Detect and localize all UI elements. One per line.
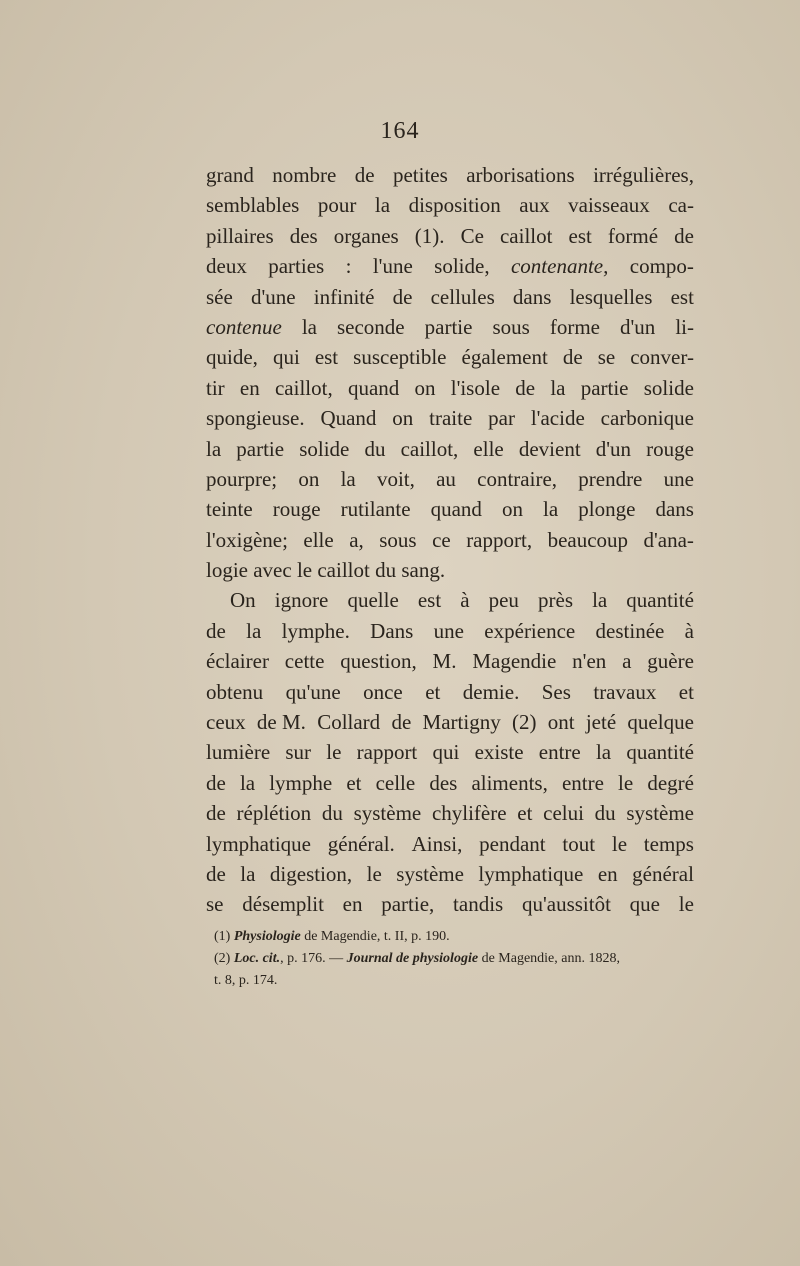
word: se [206, 892, 224, 917]
word: à [460, 588, 470, 613]
word: quelque [627, 710, 694, 735]
text-line [206, 677, 694, 707]
word: que [629, 892, 660, 917]
word: partie [580, 375, 629, 400]
word: partie [424, 314, 473, 339]
word: li- [675, 314, 694, 339]
word: aux [519, 193, 550, 218]
word: général [632, 861, 694, 886]
text-line [206, 525, 694, 555]
word: caillot, [274, 375, 333, 400]
text-line [206, 434, 694, 464]
word: tout [562, 831, 596, 856]
text-line [206, 889, 694, 919]
word: et [346, 770, 362, 795]
word: au [436, 466, 456, 491]
word: désemplit [242, 892, 324, 917]
word: dans [655, 497, 694, 522]
word: d'ana- [643, 527, 694, 552]
word: le [618, 770, 634, 795]
word: partie [236, 436, 285, 461]
word: Martigny [422, 710, 501, 735]
footnote-2-loc: Loc. cit. [233, 951, 281, 966]
word: jeté [585, 710, 617, 735]
word: lymphe [269, 770, 333, 795]
word: en [239, 375, 260, 400]
text-line [206, 859, 694, 889]
text-line [206, 373, 694, 403]
word: pendant [479, 831, 546, 856]
word: quide, [206, 345, 258, 370]
word: once [363, 679, 403, 704]
word: qu'aussitôt [521, 892, 611, 917]
text-line [206, 342, 694, 372]
word: formé [607, 223, 659, 248]
word: Quand [320, 406, 377, 431]
word: des [429, 770, 458, 795]
word: et [425, 679, 441, 704]
word: se [597, 345, 616, 370]
word: quand [430, 497, 482, 522]
word: n'en [572, 649, 607, 674]
word: lumière [206, 740, 271, 765]
word: du [364, 436, 386, 461]
word: l'isole [450, 375, 501, 400]
word: système [626, 801, 694, 826]
word: la [550, 375, 566, 400]
word: disposition [408, 193, 501, 218]
word: de [562, 345, 583, 370]
word: la [239, 770, 256, 795]
word: elle [303, 527, 334, 552]
word: rouge [646, 436, 694, 461]
word: près [538, 588, 573, 613]
word: sous [379, 527, 417, 552]
text-line [206, 585, 694, 615]
word: existe [474, 740, 524, 765]
word: logie avec le caillot du sang. [206, 558, 446, 583]
word: d'une [251, 284, 296, 309]
word: ont [547, 710, 575, 735]
word: tir [206, 375, 225, 400]
word: quand [347, 375, 400, 400]
word: nombre [272, 163, 337, 187]
text-line [206, 282, 694, 312]
word: est [417, 588, 442, 613]
word: elle [473, 436, 504, 461]
word: tandis [453, 892, 504, 917]
text-line [206, 555, 694, 585]
word: la [246, 618, 262, 643]
word: vaisseaux [568, 193, 650, 218]
word: lymphatique [206, 831, 311, 856]
word: Ce [460, 223, 484, 248]
word: est [314, 345, 339, 370]
word: carbonique [600, 406, 694, 431]
word: demie. [462, 679, 520, 704]
word: parties [268, 254, 325, 279]
word: spongieuse. [206, 406, 305, 431]
word: système [396, 861, 464, 886]
word: infinité [313, 284, 375, 309]
word: l'une [372, 254, 413, 279]
word: expérience [484, 618, 576, 643]
word: a, [349, 527, 364, 552]
word: le [366, 861, 382, 886]
word: chylifère [431, 801, 507, 826]
word: sous [492, 314, 530, 339]
word: destinée [595, 618, 665, 643]
word: compo- [629, 254, 694, 279]
footnote-2-marker: (2) [214, 951, 231, 966]
word: on [392, 406, 414, 431]
word: une [663, 466, 694, 491]
footnote-2-mid: , p. 176. — [280, 951, 347, 966]
word: quantité [626, 588, 694, 613]
word: devient [518, 436, 581, 461]
word: on [501, 497, 523, 522]
word: Ses [541, 679, 571, 704]
word: rouge [272, 497, 321, 522]
text-line [206, 737, 694, 767]
word: de [206, 770, 226, 795]
word: prendre [578, 466, 643, 491]
word: est [568, 223, 592, 248]
text-line [206, 829, 694, 859]
word: de [515, 375, 536, 400]
word: le [611, 831, 628, 856]
text-line [206, 403, 694, 433]
word: petites [392, 163, 448, 187]
word: traite [429, 406, 473, 431]
footnote-1-marker: (1) [214, 929, 231, 944]
word: a [622, 649, 632, 674]
word: digestion, [269, 861, 353, 886]
word: entre [561, 770, 604, 795]
text-line [206, 646, 694, 676]
word: solide [299, 436, 350, 461]
main-text [206, 160, 694, 920]
word: lymphe. [281, 618, 350, 643]
text-line [206, 221, 694, 251]
word: organes [333, 223, 399, 248]
word: qu'une [285, 679, 341, 704]
word: d'un [620, 314, 656, 339]
footnote-2-journal: Journal de physiologie [346, 951, 479, 966]
word: degré [647, 770, 694, 795]
footnote-2-ref: de Magendie, ann. 1828, [478, 951, 620, 966]
word: la [592, 588, 608, 613]
word: et [678, 679, 694, 704]
word: caillot, [400, 436, 459, 461]
word: l'acide [530, 406, 585, 431]
word: On [230, 588, 256, 613]
text-line [206, 464, 694, 494]
word: lymphatique [478, 861, 584, 886]
footnote-1-ref: de Magendie, t. II, p. 190. [300, 929, 450, 944]
word: travaux [593, 679, 657, 704]
word: rapport, [466, 527, 533, 552]
word: : [345, 254, 352, 279]
word: le [678, 892, 694, 917]
text-line [206, 251, 694, 281]
word: (1). [414, 223, 445, 248]
word: qui [272, 345, 300, 370]
word: de [206, 861, 226, 886]
word: pillaires [206, 223, 274, 248]
word: Ainsi, [411, 831, 463, 856]
word: semblables [206, 193, 300, 218]
word: quelle [347, 588, 399, 613]
word: Collard [317, 710, 381, 735]
word: seconde [336, 314, 405, 339]
word: obtenu [206, 679, 264, 704]
word: partie, [381, 892, 435, 917]
word: à [684, 618, 694, 643]
word: teinte [206, 497, 253, 522]
word: rapport [356, 740, 418, 765]
word: la [595, 740, 612, 765]
word: la [340, 466, 356, 491]
word: de [392, 284, 413, 309]
word: de [206, 801, 226, 826]
word: (2) [511, 710, 537, 735]
text-line [206, 768, 694, 798]
word: contenante, [510, 254, 609, 279]
word: on [298, 466, 320, 491]
word: solide [643, 375, 694, 400]
word: voit, [376, 466, 415, 491]
text-line [206, 494, 694, 524]
word: pour [317, 193, 357, 218]
word: de [674, 223, 694, 248]
word: le [326, 740, 342, 765]
word: de [391, 710, 412, 735]
word: quantité [626, 740, 694, 765]
text-line [206, 312, 694, 342]
word: qui [432, 740, 460, 765]
word: rutilante [340, 497, 411, 522]
word: d'un [595, 436, 632, 461]
word: la [206, 436, 222, 461]
word: réplétion [236, 801, 312, 826]
page-number: 164 [380, 118, 420, 144]
word: système [353, 801, 422, 826]
footnotes [214, 926, 694, 992]
word: l'oxigène; [206, 527, 288, 552]
word: de [354, 163, 375, 187]
word: Dans [370, 618, 414, 643]
word: celle [375, 770, 416, 795]
word: guère [647, 649, 694, 674]
text-line [206, 160, 694, 190]
word: celui [543, 801, 584, 826]
word: général. [327, 831, 395, 856]
word: ceux [206, 710, 246, 735]
text-line [206, 707, 694, 737]
word: cellules [430, 284, 495, 309]
word: forme [549, 314, 600, 339]
footnote-2-continued: t. 8, p. 174. [214, 973, 278, 988]
word: éclairer [206, 649, 269, 674]
word: une [433, 618, 464, 643]
word: peu [488, 588, 519, 613]
text-line [206, 616, 694, 646]
word: la [543, 497, 559, 522]
word: cette [284, 649, 325, 674]
footnote-1-title: Physiologie [233, 929, 301, 944]
word: solide, [434, 254, 490, 279]
word: irrégulières, [593, 163, 694, 187]
word: sur [285, 740, 312, 765]
word: entre [538, 740, 581, 765]
word: et [517, 801, 533, 826]
word: conver- [630, 345, 694, 370]
word: la [374, 193, 391, 218]
word: M. [432, 649, 457, 674]
word: est [670, 284, 694, 309]
word: également [461, 345, 548, 370]
word: temps [643, 831, 694, 856]
word: ignore [274, 588, 329, 613]
word: caillot [499, 223, 553, 248]
footnote-1 [214, 926, 694, 948]
word: par [488, 406, 515, 431]
word: de [206, 618, 226, 643]
word: pourpre; [206, 466, 278, 491]
word: de M. [256, 710, 306, 735]
word: des [289, 223, 318, 248]
word: question, [340, 649, 417, 674]
word: beaucoup [547, 527, 629, 552]
word: dans [512, 284, 552, 309]
word: susceptible [353, 345, 447, 370]
word: en [342, 892, 363, 917]
word: la [240, 861, 256, 886]
word: deux [206, 254, 247, 279]
word: lesquelles [569, 284, 653, 309]
word: la [301, 314, 317, 339]
word: ce [432, 527, 451, 552]
word: contenue [206, 314, 282, 339]
footnote-2 [214, 948, 694, 970]
word: ca- [668, 193, 694, 218]
word: du [321, 801, 343, 826]
word: en [597, 861, 618, 886]
text-line [206, 190, 694, 220]
word: contraire, [477, 466, 558, 491]
word: grand [206, 163, 254, 187]
word: plonge [578, 497, 636, 522]
word: on [414, 375, 436, 400]
word: arborisations [466, 163, 575, 187]
word: Magendie [472, 649, 557, 674]
text-line [206, 798, 694, 828]
word: sée [206, 284, 233, 309]
word: du [594, 801, 616, 826]
word: aliments, [471, 770, 548, 795]
